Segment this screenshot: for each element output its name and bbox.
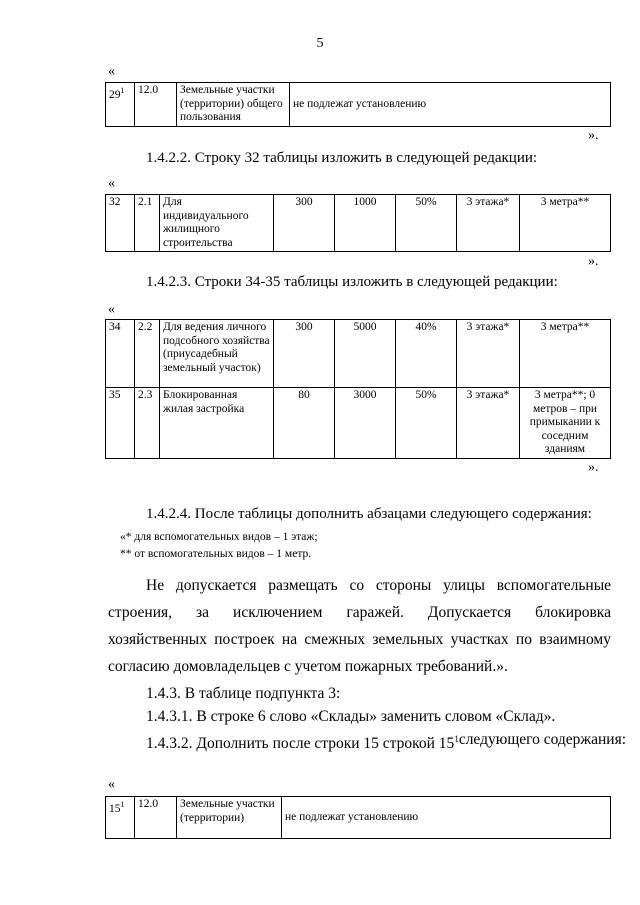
quote-open: « [108, 176, 115, 191]
quote-close: ». [588, 128, 599, 143]
percent-cell: 40% [396, 320, 457, 388]
name-cell: Для ведения личного подсобного хозяйства (приусадебный земельный участок) [160, 320, 274, 388]
percent-cell: 50% [396, 388, 457, 459]
row-number: 32 [106, 195, 135, 252]
page-number: 5 [316, 36, 324, 51]
name-cell: Земельные участки (территории) [177, 797, 282, 839]
footnote-2: ** от вспомогательных видов – 1 метр. [120, 548, 312, 560]
value-cell: не подлежат установлению [282, 797, 611, 839]
item-1-4-3-1: 1.4.3.1. В строке 6 слово «Склады» заменить словом «Склад». [146, 708, 556, 725]
item-1-4-3-2-text: 1.4.3.2. Дополнить после строки 15 строкой $15^1$ [146, 734, 459, 753]
item-1-4-3-2 [146, 726, 627, 757]
quote-close: ». [588, 254, 599, 269]
heading-1-4-2-2: 1.4.2.2. Строку 32 таблицы изложить в следующей редакции: [146, 150, 538, 166]
item-1-4-3-2-tail: следующего содержания: [458, 731, 627, 748]
max-area-cell: 1000 [335, 195, 396, 252]
code-cell: 2.2 [135, 320, 160, 388]
code-cell: 12.0 [135, 797, 177, 839]
heading-1-4-2-3: 1.4.2.3. Строки 34-35 таблицы изложить в следующей редакции: [146, 274, 558, 290]
heading-1-4-2-4: 1.4.2.4. После таблицы дополнить абзацами следующего содержания: [146, 506, 592, 522]
floors-cell: 3 этажа* [457, 388, 520, 459]
table-row-15-1 [105, 796, 611, 839]
table-rows-34-35 [105, 319, 611, 459]
name-cell: Блокированная жилая застройка [160, 388, 274, 459]
main-paragraph: Не допускается размещать со стороны улицы вспомогательные строения, за исключением гаражей. Допускается блокировка хозяйственных построек на смежных земельных участках по взаимному согласию домовладельцев с учетом пожарных требований.». [108, 577, 611, 675]
code-cell: 2.3 [135, 388, 160, 459]
max-area-cell: 5000 [335, 320, 396, 388]
setback-cell: 3 метра** [520, 195, 611, 252]
percent-cell: 50% [396, 195, 457, 252]
name-cell: Земельные участки (территории) общего пользования [177, 83, 290, 127]
max-area-cell: 3000 [335, 388, 396, 459]
min-area-cell: 300 [274, 195, 335, 252]
item-1-4-3: 1.4.3. В таблице подпункта 3: [146, 685, 341, 702]
name-cell: Для индивидуального жилищного строительства [160, 195, 274, 252]
setback-cell: 3 метра**; 0 метров – при примыкании к соседним зданиям [520, 388, 611, 459]
setback-cell: 3 метра** [520, 320, 611, 388]
min-area-cell: 80 [274, 388, 335, 459]
code-cell: 2.1 [135, 195, 160, 252]
min-area-cell: 300 [274, 320, 335, 388]
row-number: 34 [106, 320, 135, 388]
quote-close: ». [588, 460, 599, 475]
row-number: $15^1$ [106, 797, 135, 839]
table-row-32 [105, 194, 611, 252]
quote-open: « [108, 64, 115, 79]
floors-cell: 3 этажа* [457, 195, 520, 252]
table-row [106, 388, 611, 459]
table-row [106, 320, 611, 388]
row-number: 35 [106, 388, 135, 459]
quote-open: « [108, 302, 115, 317]
quote-open: « [108, 777, 115, 792]
floors-cell: 3 этажа* [457, 320, 520, 388]
value-cell: не подлежат установлению [290, 83, 611, 127]
row-number: $29^1$ [106, 83, 135, 127]
table-row-29-1 [105, 82, 611, 127]
footnote-1: «* для вспомогательных видов – 1 этаж; [120, 531, 318, 543]
code-cell: 12.0 [135, 83, 177, 127]
